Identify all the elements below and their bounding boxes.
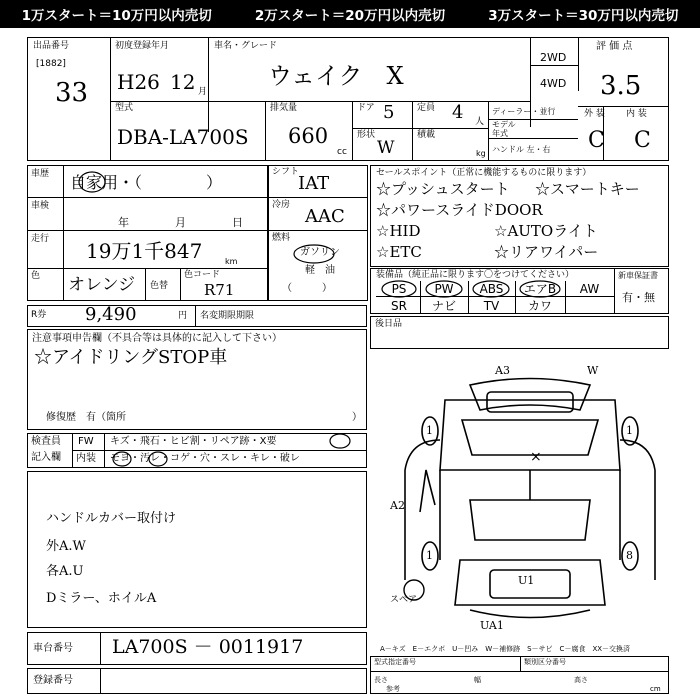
naiso-label: 内装	[76, 453, 96, 464]
exterior-label: 外 装	[584, 109, 605, 119]
equip-leather: カワ	[527, 299, 552, 313]
footer-height-label: 高さ	[574, 676, 588, 684]
sales-point-item: ☆HID	[376, 222, 421, 240]
fuel-label: 燃料	[272, 233, 291, 243]
grade-score-label: 評 価 点	[596, 41, 633, 52]
capacity-value: 4	[452, 102, 464, 123]
later-items-section	[370, 316, 669, 349]
sales-point-item: ☆プッシュスタート	[376, 180, 510, 198]
car-name-value: ウェイク X	[268, 62, 404, 90]
load-label: 積載	[417, 130, 436, 140]
footer-width-label: 幅	[474, 676, 481, 684]
damage-mark: W	[587, 364, 599, 377]
banner-item: 2万スタート＝20万円以内売切	[254, 8, 446, 24]
sales-points-label: セールスポイント（正常に機能するものに限ります）	[376, 168, 592, 178]
naiso-items: モヨ・汚レ・コゲ・穴・スレ・キレ・破レ	[110, 453, 300, 464]
chassis-value: LA700S － 0011917	[112, 636, 304, 658]
model-label: 型式	[115, 103, 134, 113]
drive-2wd: 2WD	[540, 51, 567, 64]
new-manual-value: 有・無	[622, 291, 655, 304]
lot-label: 出品番号	[33, 41, 70, 51]
damage-mark: ×	[530, 449, 542, 465]
registration-section	[27, 668, 367, 694]
sales-point-item: ☆パワースライドDOOR	[376, 201, 543, 219]
equip-pw: PW	[434, 282, 454, 296]
fuel-other: （ ）	[282, 283, 332, 294]
doors-value: 5	[383, 102, 395, 123]
damage-mark: A3	[495, 364, 510, 377]
color-value: オレンジ	[68, 275, 136, 295]
year-label: 年式	[492, 129, 508, 138]
repair-history-close: ）	[352, 412, 362, 423]
first-reg-label: 初度登録年月	[115, 41, 170, 51]
equip-navi: ナビ	[431, 299, 456, 313]
recycle-section	[27, 305, 367, 327]
color-label: 色	[31, 271, 41, 281]
fuel-gasoline: ガソリン	[300, 247, 340, 258]
note-line: ハンドルカバー取付け	[46, 511, 177, 526]
exterior-value: C	[588, 128, 605, 153]
shape-label: 形状	[357, 130, 376, 140]
ac-label: 冷房	[272, 200, 291, 210]
registration-label: 登録番号	[33, 675, 73, 686]
color-code-label: 色コード	[184, 270, 221, 280]
recycle-unit: 円	[178, 311, 188, 321]
interior-label: 内 装	[626, 109, 647, 119]
note-line: Dミラー、ホイルA	[46, 591, 157, 606]
damage-mark: U1	[518, 574, 535, 587]
dealer-label: ディーラー・並行	[492, 107, 556, 116]
banner-item: 3万スタート＝30万円以内売切	[488, 8, 679, 24]
new-manual-label: 新車保証書	[618, 271, 658, 280]
lot-code: [1882]	[36, 59, 66, 69]
spare-label: スペア	[390, 595, 418, 605]
footer-length-label: 長さ	[374, 676, 388, 684]
equip-sr: SR	[391, 299, 407, 313]
first-reg-month-unit: 月	[198, 87, 208, 97]
handle-label: ハンドル 左・右	[492, 145, 551, 154]
equip-tv: TV	[483, 299, 500, 313]
fw-label: FW	[78, 436, 94, 447]
note-line: 各A.U	[46, 564, 84, 579]
model-year-label: モデル	[492, 120, 516, 129]
mileage-unit: km	[225, 257, 238, 266]
grade-score-value: 3.5	[600, 71, 642, 101]
sales-point-item: ☆AUTOライト	[494, 222, 598, 240]
equip-aw: AW	[579, 282, 600, 296]
sales-point-item: ☆ETC	[376, 243, 422, 261]
footer-unit: cm	[650, 685, 661, 693]
inspection-year: 年	[118, 216, 129, 229]
fuel-diesel: 軽 油	[305, 265, 335, 276]
mileage-value: 19万1千847	[86, 239, 203, 263]
lot-number: 33	[55, 78, 89, 108]
drive-4wd: 4WD	[540, 77, 567, 90]
ac-value: AAC	[305, 206, 345, 227]
inspector-label: 検査員	[31, 436, 61, 447]
damage-mark: 1	[426, 424, 433, 437]
first-reg-year: H26	[117, 70, 160, 94]
equip-airbag: エアB	[523, 282, 557, 296]
footer-model-number-label: 型式指定番号	[374, 658, 416, 666]
sales-point-item: ☆リアワイパー	[494, 243, 599, 261]
footer-ref-label: 参考	[386, 685, 400, 693]
inspection-month: 月	[175, 216, 186, 229]
sales-point-item: ☆スマートキー	[535, 180, 640, 198]
inspector-entry-label: 記入欄	[31, 452, 61, 463]
legend: A－キズ E－エクボ U－凹み W－補修跡 S－サビ C－腐食 XX－交換済	[380, 645, 631, 653]
banner	[0, 0, 700, 28]
later-items-label: 後日品	[375, 319, 403, 329]
note-line: 外A.W	[46, 539, 86, 554]
inspection-day: 日	[232, 216, 243, 229]
shape-value: W	[377, 138, 395, 158]
displacement-label: 排気量	[270, 103, 298, 113]
equip-abs: ABS	[479, 282, 504, 296]
damage-mark: A2	[390, 499, 405, 512]
history-label: 車歴	[31, 169, 50, 179]
color-code-value: R71	[204, 281, 235, 299]
chassis-label: 車台番号	[33, 643, 73, 654]
tax-label: 名変期限期限	[200, 311, 255, 321]
mileage-label: 走行	[31, 234, 50, 244]
recycle-label: R券	[31, 310, 47, 320]
fw-items: キズ・飛石・ヒビ割・リペア跡・X要	[110, 436, 277, 447]
repaint-label: 色替	[150, 281, 169, 291]
footer-class-number-label: 類別区分番号	[524, 658, 566, 666]
inspection-label: 車検	[31, 201, 50, 211]
car-name-label: 車名・グレード	[214, 41, 278, 51]
equipment-label: 装備品（純正品に限ります〇をつけてください）	[376, 270, 575, 280]
attention-value: ☆アイドリングSTOP車	[34, 347, 228, 368]
shift-value: IAT	[298, 173, 330, 194]
shift-label: シフト	[272, 167, 300, 177]
doors-label: ドア	[357, 103, 375, 113]
equip-ps: PS	[391, 282, 407, 296]
interior-value: C	[634, 128, 651, 153]
history-value: 自家用・（ ）	[70, 173, 223, 192]
recycle-value: 9,490	[85, 304, 137, 325]
displacement-value: 660	[288, 124, 329, 148]
capacity-unit: 人	[475, 117, 485, 127]
damage-mark: 1	[626, 424, 633, 437]
displacement-unit: cc	[337, 147, 347, 157]
capacity-label: 定員	[417, 103, 436, 113]
repair-history-label: 修復歴 有（箇所	[46, 412, 126, 423]
damage-mark: UA1	[480, 619, 504, 632]
damage-mark: 8	[626, 549, 633, 562]
model-value: DBA-LA700S	[117, 125, 249, 149]
damage-mark: 1	[426, 549, 433, 562]
attention-label: 注意事項申告欄（不具合等は具体的に記入して下さい）	[32, 333, 282, 344]
banner-item: 1万スタート＝10万円以内売切	[21, 8, 212, 24]
load-unit: kg	[476, 149, 486, 158]
first-reg-month: 12	[170, 70, 196, 94]
